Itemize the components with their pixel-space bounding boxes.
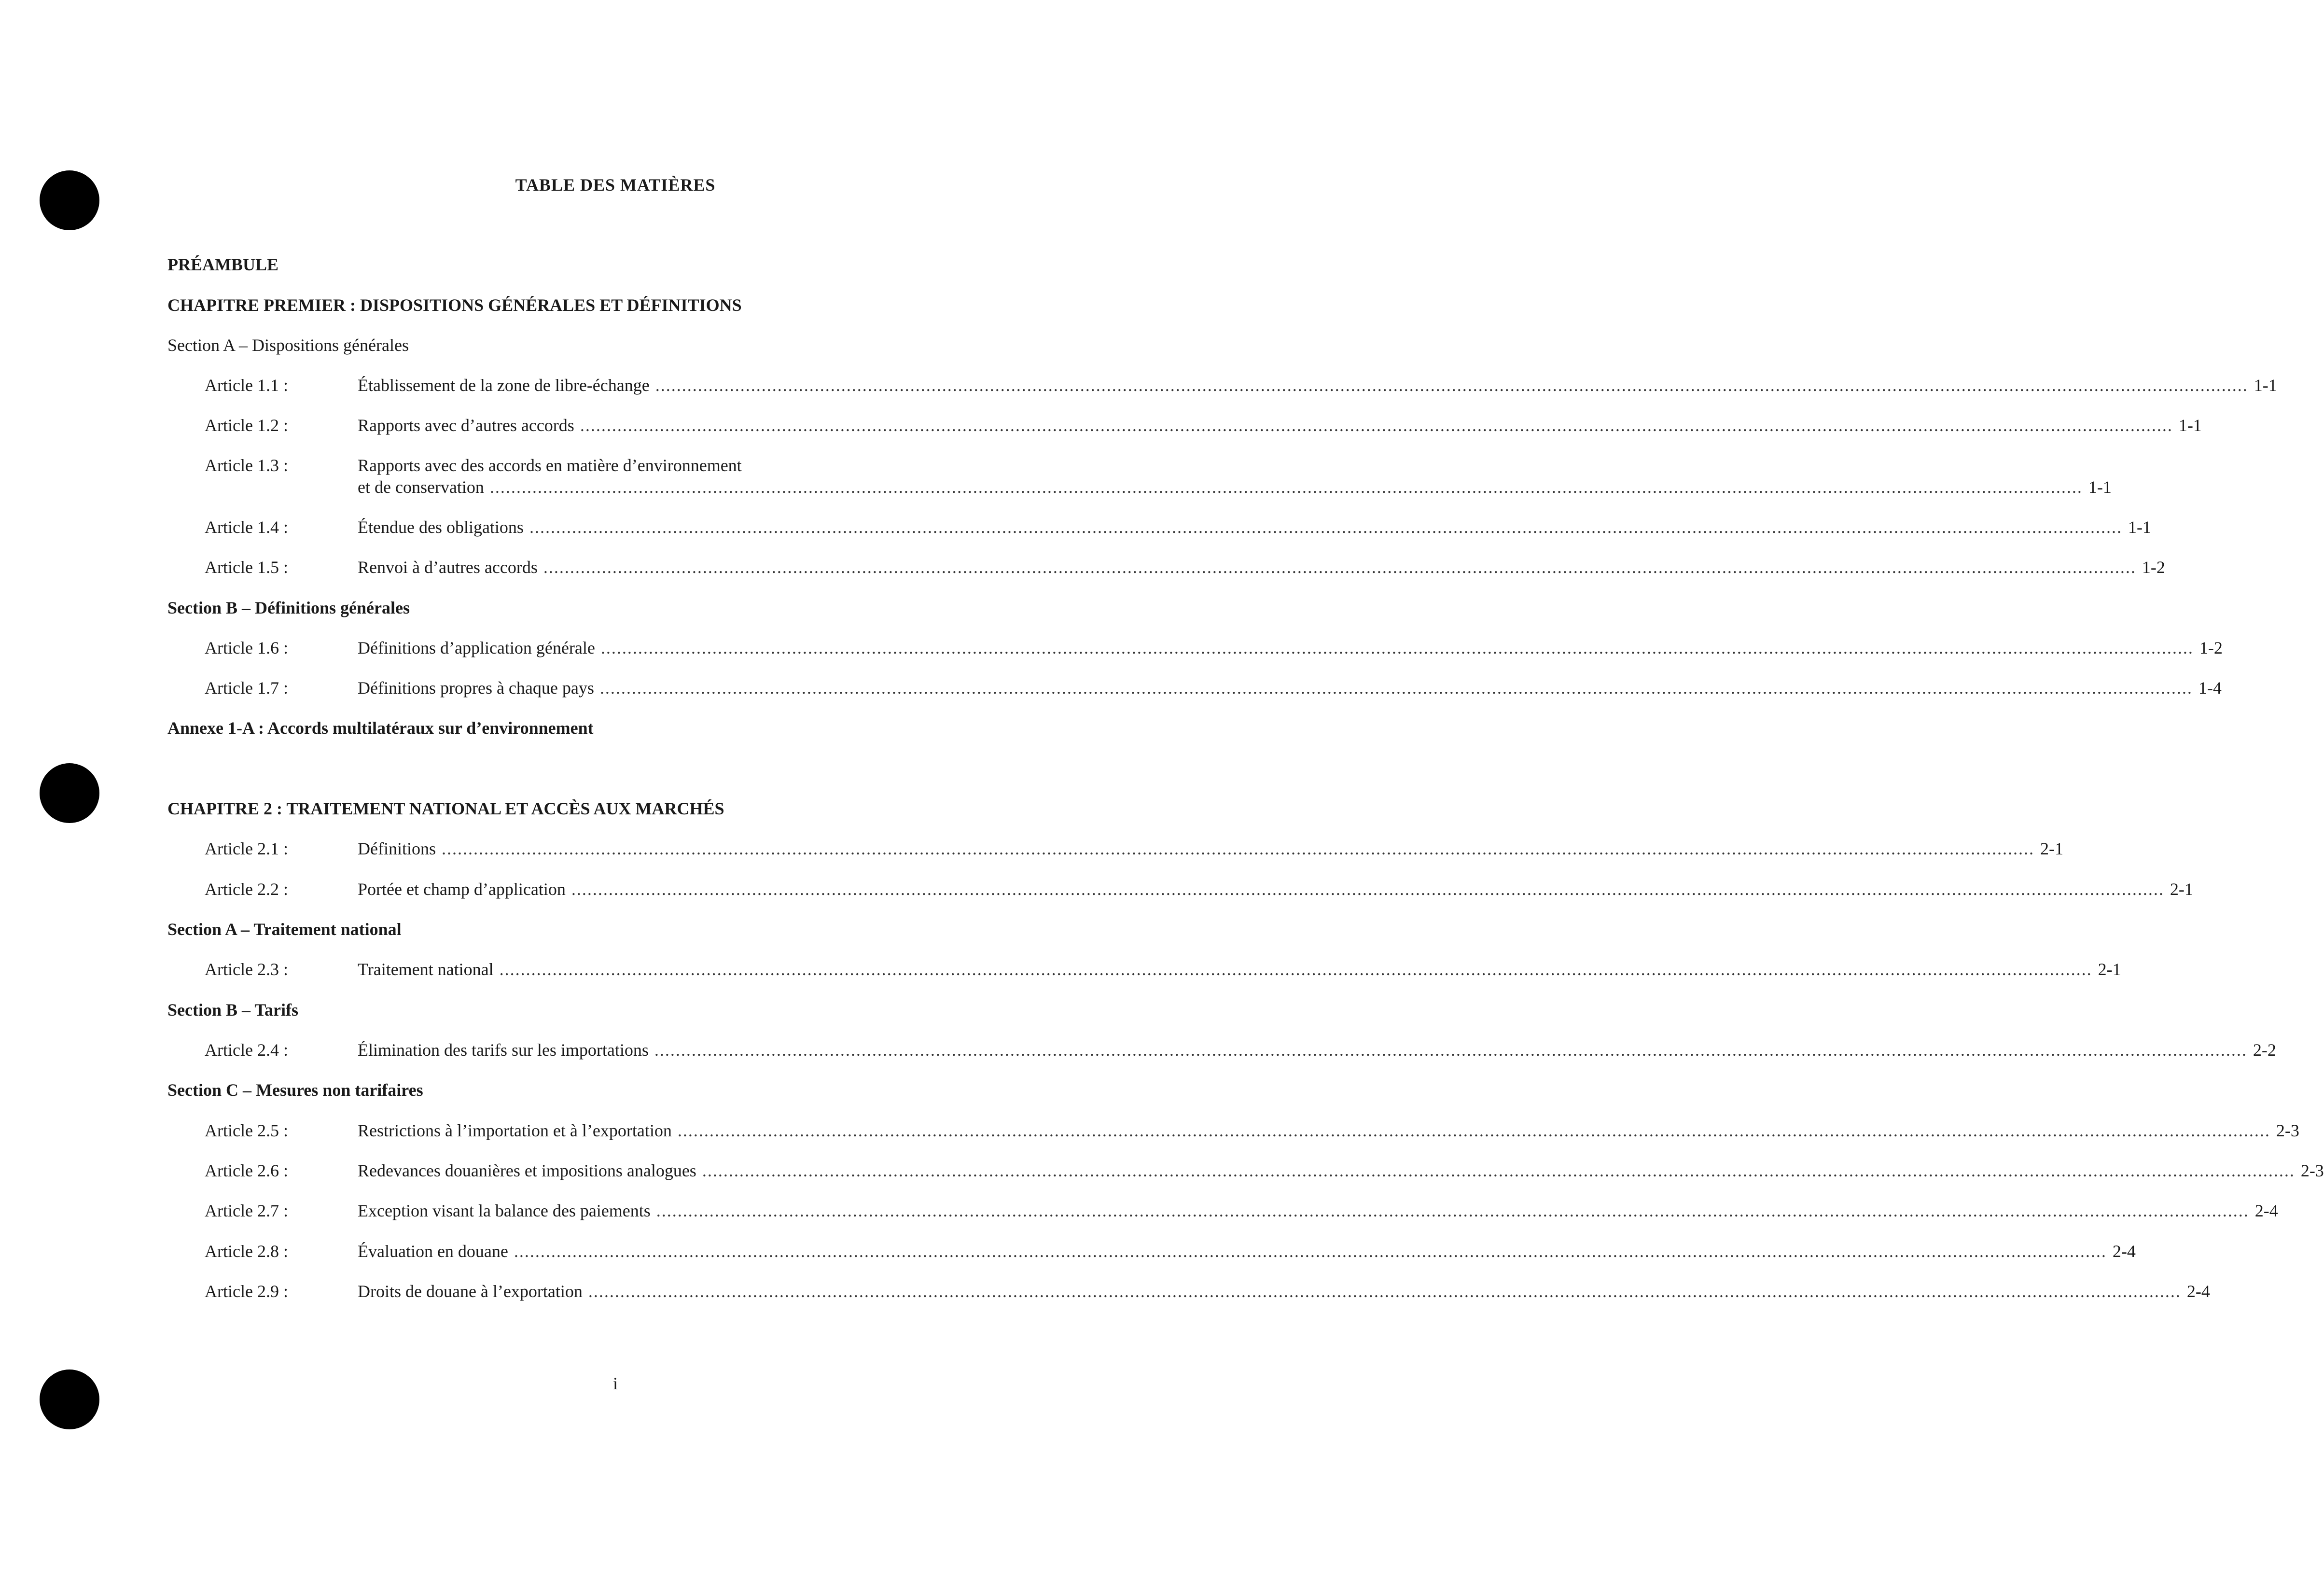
article-2-9-title: Droits de douane à l’exportation bbox=[358, 1282, 583, 1301]
dot-leader: ............................................................................................................................................................................................................................................................................................................ bbox=[543, 558, 2136, 577]
article-2-9-entry bbox=[358, 1281, 2210, 1301]
article-1-5-title: Renvoi à d’autres accords bbox=[358, 558, 538, 577]
chapter-2-heading: CHAPITRE 2 : TRAITEMENT NATIONAL ET ACCÈS AUX MARCHÉS bbox=[167, 799, 724, 818]
article-2-2-number: Article 2.2 : bbox=[205, 880, 288, 899]
article-1-3-page: 1-1 bbox=[2088, 477, 2112, 497]
article-1-1-page: 1-1 bbox=[2254, 376, 2277, 395]
article-2-5-entry bbox=[358, 1120, 2299, 1141]
article-1-7-page: 1-4 bbox=[2198, 678, 2222, 698]
article-2-1-title: Définitions bbox=[358, 839, 436, 858]
article-1-6-page: 1-2 bbox=[2199, 638, 2223, 657]
dot-leader: ............................................................................................................................................................................................................................................................................................................ bbox=[489, 477, 2083, 497]
dot-leader: ............................................................................................................................................................................................................................................................................................................ bbox=[677, 1121, 2270, 1140]
article-2-4-number: Article 2.4 : bbox=[205, 1040, 288, 1060]
article-1-2-entry bbox=[358, 415, 2202, 435]
article-1-7-title: Définitions propres à chaque pays bbox=[358, 678, 594, 698]
article-2-2-page: 2-1 bbox=[2170, 880, 2193, 899]
chapter-1-heading: CHAPITRE PREMIER : DISPOSITIONS GÉNÉRALES ET DÉFINITIONS bbox=[167, 295, 742, 315]
dot-leader: ............................................................................................................................................................................................................................................................................................................ bbox=[654, 1040, 2247, 1060]
article-2-8-entry bbox=[358, 1241, 2136, 1261]
article-2-8-number: Article 2.8 : bbox=[205, 1242, 288, 1261]
article-1-4-number: Article 1.4 : bbox=[205, 517, 288, 537]
article-2-7-number: Article 2.7 : bbox=[205, 1201, 288, 1220]
article-2-1-entry bbox=[358, 838, 2063, 859]
article-1-2-page: 1-1 bbox=[2178, 416, 2202, 435]
article-2-6-entry bbox=[358, 1160, 2324, 1181]
dot-leader: ............................................................................................................................................................................................................................................................................................................ bbox=[580, 416, 2173, 435]
article-1-7-number: Article 1.7 : bbox=[205, 678, 288, 698]
article-1-1-number: Article 1.1 : bbox=[205, 376, 288, 395]
article-1-3-title-line-2: et de conservation bbox=[358, 477, 484, 497]
article-2-5-number: Article 2.5 : bbox=[205, 1121, 288, 1140]
page-title: TABLE DES MATIÈRES bbox=[515, 175, 716, 195]
dot-leader: ............................................................................................................................................................................................................................................................................................................ bbox=[600, 638, 2194, 657]
binder-hole-middle bbox=[40, 763, 99, 823]
chapter-1-section-b: Section B – Définitions générales bbox=[167, 598, 410, 617]
article-1-5-number: Article 1.5 : bbox=[205, 558, 288, 577]
article-1-4-title: Étendue des obligations bbox=[358, 517, 524, 537]
chapter-1-section-a: Section A – Dispositions générales bbox=[167, 335, 409, 355]
article-2-2-entry bbox=[358, 879, 2193, 899]
article-2-4-entry bbox=[358, 1040, 2276, 1060]
article-2-6-number: Article 2.6 : bbox=[205, 1161, 288, 1180]
page-number: i bbox=[612, 1374, 618, 1393]
article-1-1-title: Établissement de la zone de libre-échange bbox=[358, 376, 650, 395]
dot-leader: ............................................................................................................................................................................................................................................................................................................ bbox=[702, 1161, 2295, 1180]
annex-1-a-heading: Annexe 1-A : Accords multilatéraux sur d’environnement bbox=[167, 718, 594, 738]
article-2-5-page: 2-3 bbox=[2276, 1121, 2299, 1140]
preamble-heading: PRÉAMBULE bbox=[167, 255, 279, 274]
dot-leader: ............................................................................................................................................................................................................................................................................................................ bbox=[599, 678, 2193, 698]
article-2-7-entry bbox=[358, 1201, 2278, 1221]
article-2-8-title: Évaluation en douane bbox=[358, 1242, 508, 1261]
article-2-5-title: Restrictions à l’importation et à l’exportation bbox=[358, 1121, 672, 1140]
article-1-4-entry bbox=[358, 517, 2151, 537]
chapter-2-section-c: Section C – Mesures non tarifaires bbox=[167, 1080, 423, 1100]
chapter-2-section-b: Section B – Tarifs bbox=[167, 1000, 299, 1020]
article-2-1-page: 2-1 bbox=[2040, 839, 2063, 858]
article-1-5-page: 1-2 bbox=[2142, 558, 2165, 577]
article-2-6-title: Redevances douanières et impositions analogues bbox=[358, 1161, 696, 1180]
article-1-1-entry bbox=[358, 375, 2277, 395]
article-1-4-page: 1-1 bbox=[2128, 517, 2151, 537]
dot-leader: ............................................................................................................................................................................................................................................................................................................ bbox=[514, 1242, 2107, 1261]
article-2-7-title: Exception visant la balance des paiements bbox=[358, 1201, 651, 1220]
article-2-9-number: Article 2.9 : bbox=[205, 1282, 288, 1301]
dot-leader: ............................................................................................................................................................................................................................................................................................................ bbox=[588, 1282, 2181, 1301]
article-1-3-number: Article 1.3 : bbox=[205, 456, 288, 475]
article-2-1-number: Article 2.1 : bbox=[205, 839, 288, 858]
article-2-4-page: 2-2 bbox=[2253, 1040, 2276, 1060]
article-2-3-number: Article 2.3 : bbox=[205, 960, 288, 979]
dot-leader: ............................................................................................................................................................................................................................................................................................................ bbox=[499, 960, 2092, 979]
article-1-7-entry bbox=[358, 678, 2222, 698]
dot-leader: ............................................................................................................................................................................................................................................................................................................ bbox=[655, 376, 2248, 395]
article-2-3-title: Traitement national bbox=[358, 960, 494, 979]
dot-leader: ............................................................................................................................................................................................................................................................................................................ bbox=[656, 1201, 2249, 1220]
article-1-3-title-line-1: Rapports avec des accords en matière d’environnement bbox=[358, 456, 742, 475]
article-2-4-title: Élimination des tarifs sur les importations bbox=[358, 1040, 649, 1060]
article-2-2-title: Portée et champ d’application bbox=[358, 880, 566, 899]
article-1-6-entry bbox=[358, 638, 2223, 658]
article-1-6-number: Article 1.6 : bbox=[205, 638, 288, 657]
article-1-6-title: Définitions d’application générale bbox=[358, 638, 595, 657]
article-2-3-entry bbox=[358, 959, 2121, 979]
article-1-5-entry bbox=[358, 557, 2165, 577]
article-2-3-page: 2-1 bbox=[2098, 960, 2121, 979]
dot-leader: ............................................................................................................................................................................................................................................................................................................ bbox=[529, 517, 2122, 537]
article-2-7-page: 2-4 bbox=[2254, 1201, 2278, 1220]
article-1-2-number: Article 1.2 : bbox=[205, 416, 288, 435]
chapter-2-section-a: Section A – Traitement national bbox=[167, 920, 402, 939]
article-2-8-page: 2-4 bbox=[2112, 1242, 2136, 1261]
article-1-3-entry bbox=[358, 477, 2112, 497]
article-2-9-page: 2-4 bbox=[2186, 1282, 2210, 1301]
article-1-2-title: Rapports avec d’autres accords bbox=[358, 416, 574, 435]
dot-leader: ............................................................................................................................................................................................................................................................................................................ bbox=[441, 839, 2034, 858]
article-2-6-page: 2-3 bbox=[2300, 1161, 2324, 1180]
dot-leader: ............................................................................................................................................................................................................................................................................................................ bbox=[571, 880, 2164, 899]
